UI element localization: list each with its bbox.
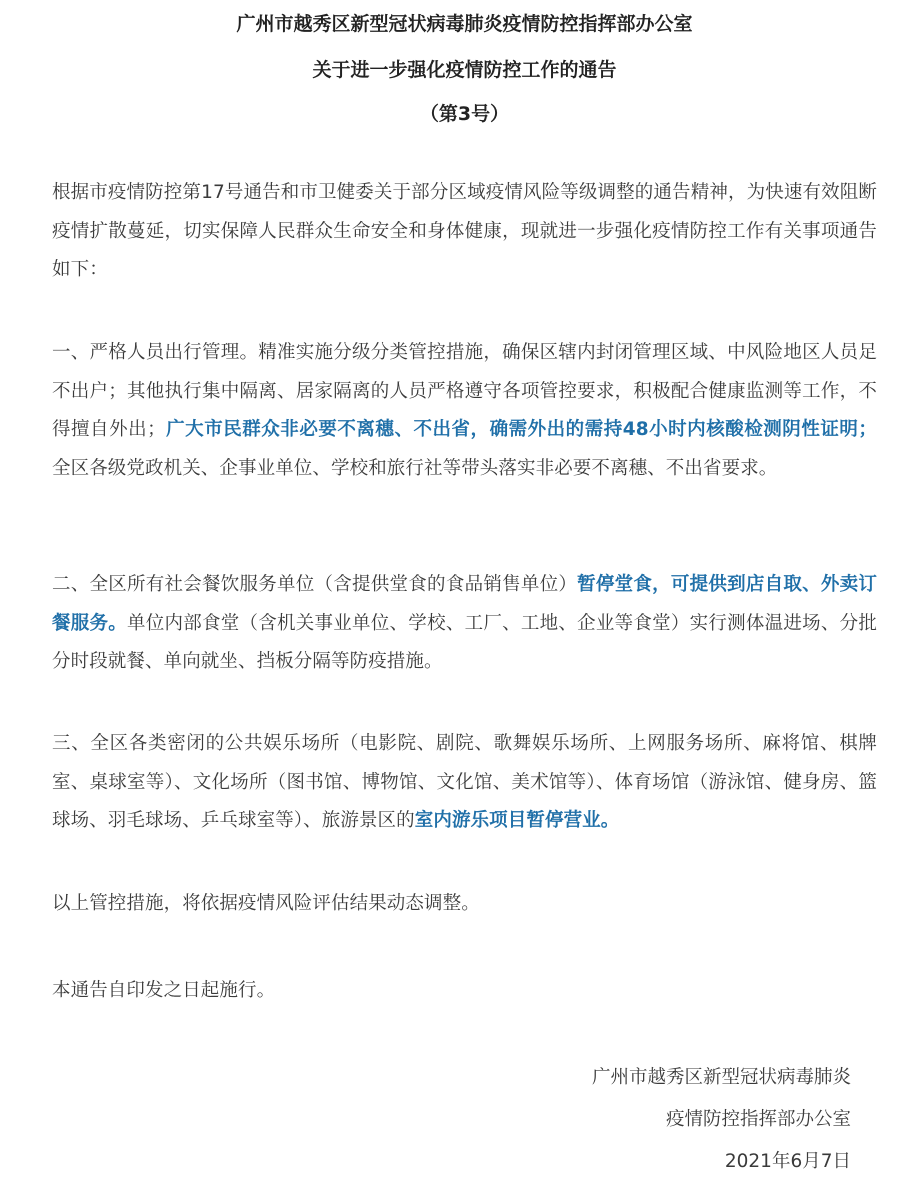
item-1-paragraph: [52, 334, 877, 488]
closing-effective: 本通告自印发之日起施行。: [52, 980, 276, 1001]
issuer-title: 广州市越秀区新型冠状病毒肺炎疫情防控指挥部办公室: [236, 13, 693, 35]
item-1-text-end: 全区各级党政机关、企事业单位、学校和旅行社等带头落实非必要不离穗、不出省要求。: [52, 457, 778, 479]
signature-org-line-2: 疫情防控指挥部办公室: [665, 1109, 851, 1130]
intro-paragraph: 根据市疫情防控第17号通告和市卫健委关于部分区域疫情风险等级调整的通告精神，为快速有效阻断疫情扩散蔓延，切实保障人民群众生命安全和身体健康，现就进一步强化疫情防控工作有关事项通告如下：: [52, 182, 877, 280]
item-3-text: 三、全区各类密闭的公共娱乐场所（电影院、剧院、歌舞娱乐场所、上网服务场所、麻将馆、棋牌室、桌球室等）、文化场所（图书馆、博物馆、文化馆、美术馆等）、体育场馆（游泳馆、健身房、篮球场、羽毛球场、乒乓球室等）、旅游景区的: [52, 733, 877, 831]
item-2-highlight: 暂停堂食，可提供到店自取、外卖订餐服务。: [52, 574, 877, 634]
item-1-text: 一、严格人员出行管理。精准实施分级分类管控措施，确保区辖内封闭管理区域、中风险地区人员足不出户；其他执行集中隔离、居家隔离的人员严格遵守各项管控要求，积极配合健康监测等工作，不得擅自外出；: [52, 342, 877, 440]
item-2-text-end: 单位内部食堂（含机关事业单位、学校、工厂、工地、企业等食堂）实行测体温进场、分批分时段就餐、单向就坐、挡板分隔等防疫措施。: [52, 612, 877, 672]
notice-number: （第3号）: [419, 103, 510, 125]
signature-date: 2021年6月7日: [724, 1151, 851, 1172]
notice-title: 关于进一步强化疫情防控工作的通告: [312, 59, 617, 81]
item-2-paragraph: [52, 566, 877, 682]
item-2-text: 二、全区所有社会餐饮服务单位（含提供堂食的食品销售单位）: [52, 574, 578, 595]
item-1-highlight: 广大市民群众非必要不离穗、不出省，确需外出的需持48小时内核酸检测阴性证明；: [165, 419, 877, 440]
item-3-highlight: 室内游乐项目暂停营业。: [414, 810, 620, 831]
signature-org-line-1: 广州市越秀区新型冠状病毒肺炎: [591, 1067, 851, 1088]
closing-adjustment: 以上管控措施，将依据疫情风险评估结果动态调整。: [52, 893, 480, 914]
item-3-paragraph: [52, 725, 877, 841]
